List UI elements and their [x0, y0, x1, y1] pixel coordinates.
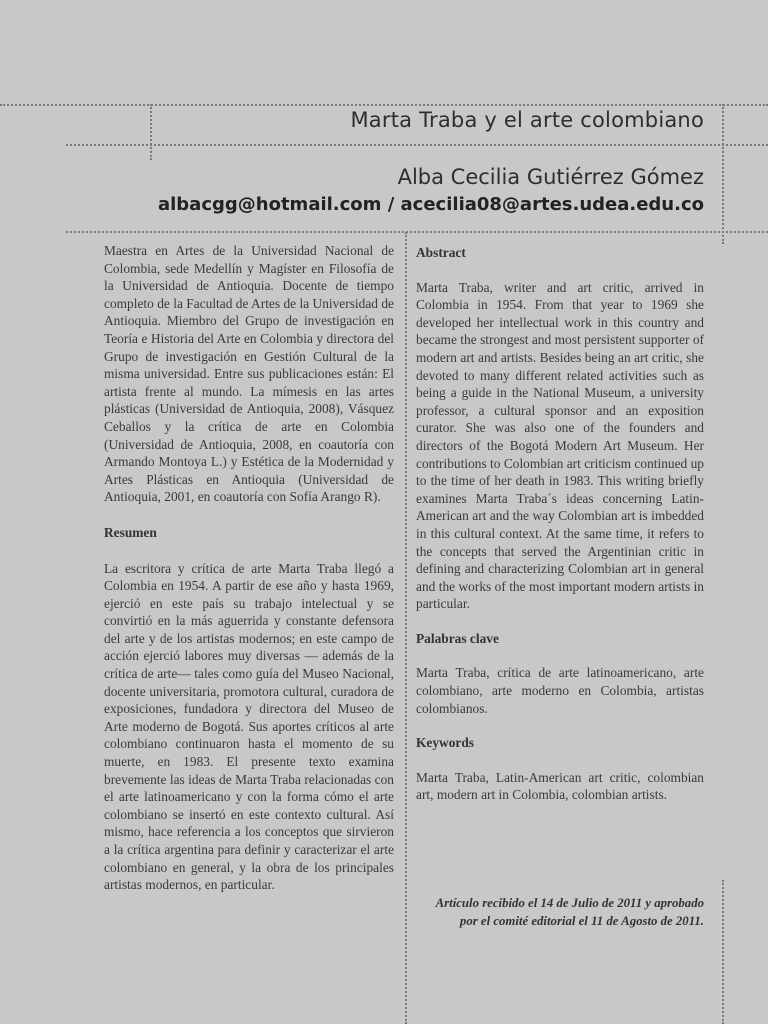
resumen-heading: Resumen — [104, 524, 157, 540]
keywords-heading: Keywords — [416, 735, 475, 751]
right-lower-dotted-rule — [722, 880, 724, 1024]
right-dotted-rule — [722, 104, 724, 244]
received-note: Artículo recibido el 14 de Julio de 2011 y aprobado por el comité editorial el 11 de Agosto de 2011. — [435, 896, 704, 928]
keywords-text: Marta Traba, Latin-American art critic, colombian art, modern art in Colombia, colombian artists. — [416, 769, 704, 803]
left-dotted-rule — [150, 104, 152, 160]
header-dotted-rule-1 — [66, 144, 768, 146]
author-bio: Maestra en Artes de la Universidad Nacional de Colombia, sede Medellín y Magíster en Filosofía de la Universidad de Antioquia. Docente de tiempo completo de la Facultad de Artes de la Universidad de Antioquia. Miembro del Grupo de investigación en Teoría e Historia del Arte en Colombia y directora del Grupo de investigación en Gestión Cultural de la misma universidad. Entre sus publicaciones están: El artista frente al mundo. La mímesis en las artes plásticas (Universidad de Antioquia, 2008), Vásquez Ceballos y la crítica de arte en Colombia (Universidad de Antioquia, 2008, en coautoría con Armando Montoya L.) y Estética de la Modernidad y Artes Plásticas en Antioquia (Universidad de Antioquia, 2001, en coautoría con Sofía Arango R). — [104, 243, 394, 505]
top-dotted-rule — [0, 104, 768, 106]
header-dotted-rule-2 — [66, 231, 768, 233]
author-name: Alba Cecilia Gutiérrez Gómez — [397, 165, 704, 189]
abstract-heading: Abstract — [416, 245, 466, 260]
abstract-text: Marta Traba, writer and art critic, arrived in Colombia in 1954. From that year to 1969 she developed her intellectual work in this country and became the strongest and most persistent supporter of modern art and artists. Besides being an art critic, she devoted to many different related activities such as being a guide in the National Museum, a university professor, a cultural sponsor and an exposition curator. She was also one of the founders and directors of the Bogotá Modern Art Museum. Her contributions to Colombian art criticism continued up to the time of her death in 1983. This writing briefly examines Marta Traba´s ideas concerning Latin-American art and the way Colombian art is imbedded in this cultural context. At the same time, it refers to the concepts that served the Argentinian critic in defining and characterizing Colombian art in general and the works of the most important modern artists in particular. — [416, 279, 704, 612]
author-emails: albacgg@hotmail.com / acecilia08@artes.udea.edu.co — [157, 194, 704, 215]
palabras-clave-text: Marta Traba, crítica de arte latinoamericano, arte colombiano, arte moderno en Colombia, artistas colombianos. — [416, 665, 704, 716]
right-column — [416, 244, 704, 804]
palabras-clave-heading: Palabras clave — [416, 630, 499, 646]
resumen-text: La escritora y crítica de arte Marta Traba llegó a Colombia en 1954. A partir de ese año y hasta 1969, ejerció en este país su trabajo intelectual y se convirtió en la más aguerrida y constante defensora del arte y de los artistas modernos; en este campo de acción ejerció labores muy diversas — además de la crítica de arte— tales como guía del Museo Nacional, docente universitaria, promotora cultural, curadora de exposiciones, fundadora y directora del Museo de Arte moderno de Bogotá. Sus aportes críticos al arte colombiano continuaron hasta el momento de su muerte, en 1983. El presente texto examina brevemente las ideas de Marta Traba relacionadas con el arte latinoamericano y con la forma cómo el arte colombiano se insertó en este contexto cultural. Así mismo, hace referencia a los conceptos que sirvieron a la crítica argentina para definir y caracterizar el arte colombiano en general, y la obra de los principales artistas modernos, en particular. — [104, 560, 394, 893]
article-title: Marta Traba y el arte colombiano — [350, 108, 704, 132]
center-dotted-rule — [405, 232, 407, 1024]
left-column — [104, 242, 394, 894]
